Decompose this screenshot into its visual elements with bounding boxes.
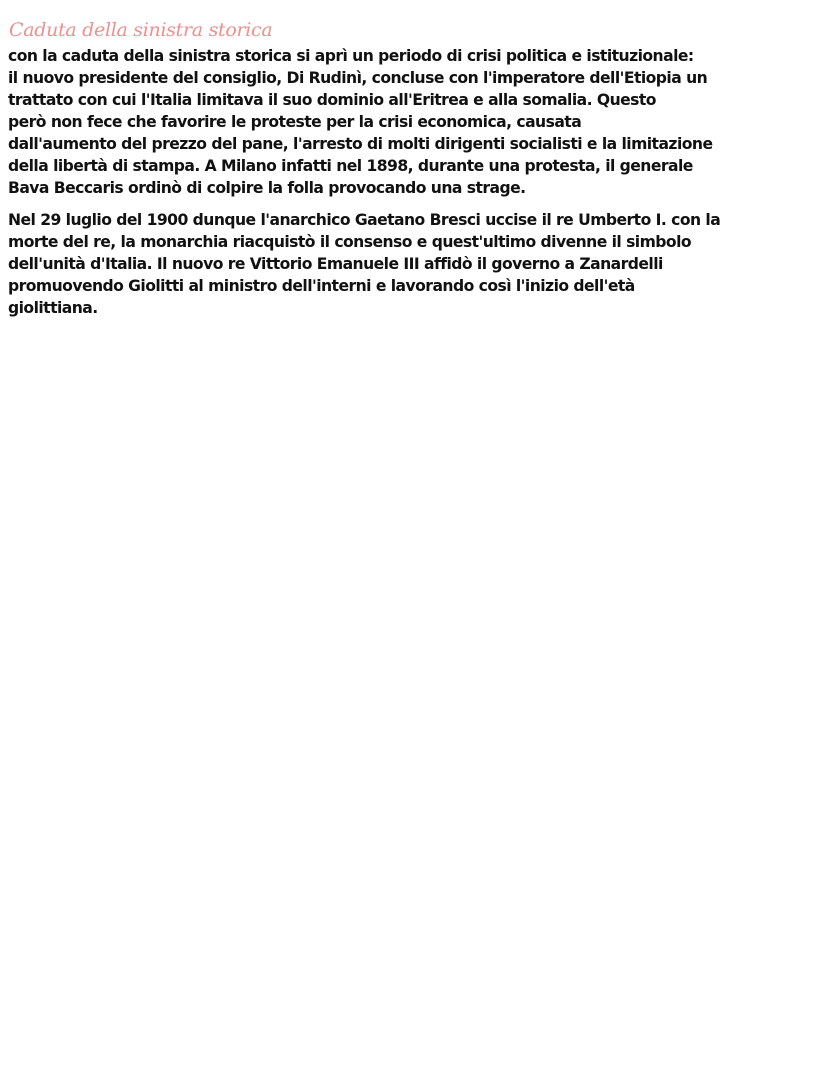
text-line: dall'aumento del prezzo del pane, l'arresto di molti dirigenti socialisti e la limitazione bbox=[8, 135, 713, 153]
document-title: Caduta della sinistra storica bbox=[9, 19, 273, 41]
text-line: il nuovo presidente del consiglio, Di Rudinì, concluse con l'imperatore dell'Etiopia un bbox=[8, 69, 708, 87]
text-line: con la caduta della sinistra storica si aprì un periodo di crisi politica e istituzionale: bbox=[8, 47, 694, 65]
text-line: promuovendo Giolitti al ministro dell'interni e lavorando così l'inizio dell'età bbox=[8, 277, 635, 295]
text-line: dell'unità d'Italia. Il nuovo re Vittorio Emanuele III affidò il governo a Zanardelli bbox=[8, 255, 663, 273]
paragraph-2 bbox=[8, 209, 818, 319]
paragraph-1 bbox=[8, 45, 818, 199]
text-line: Bava Beccaris ordinò di colpire la folla provocando una strage. bbox=[8, 179, 526, 197]
text-line: Nel 29 luglio del 1900 dunque l'anarchico Gaetano Bresci uccise il re Umberto I. con la bbox=[8, 211, 721, 229]
text-line: giolittiana. bbox=[8, 299, 98, 317]
text-line: morte del re, la monarchia riacquistò il consenso e quest'ultimo divenne il simbolo bbox=[8, 233, 692, 251]
text-line: però non fece che favorire le proteste per la crisi economica, causata bbox=[8, 113, 582, 131]
text-line: trattato con cui l'Italia limitava il suo dominio all'Eritrea e alla somalia. Questo bbox=[8, 91, 656, 109]
text-line: della libertà di stampa. A Milano infatti nel 1898, durante una protesta, il generale bbox=[8, 157, 693, 175]
